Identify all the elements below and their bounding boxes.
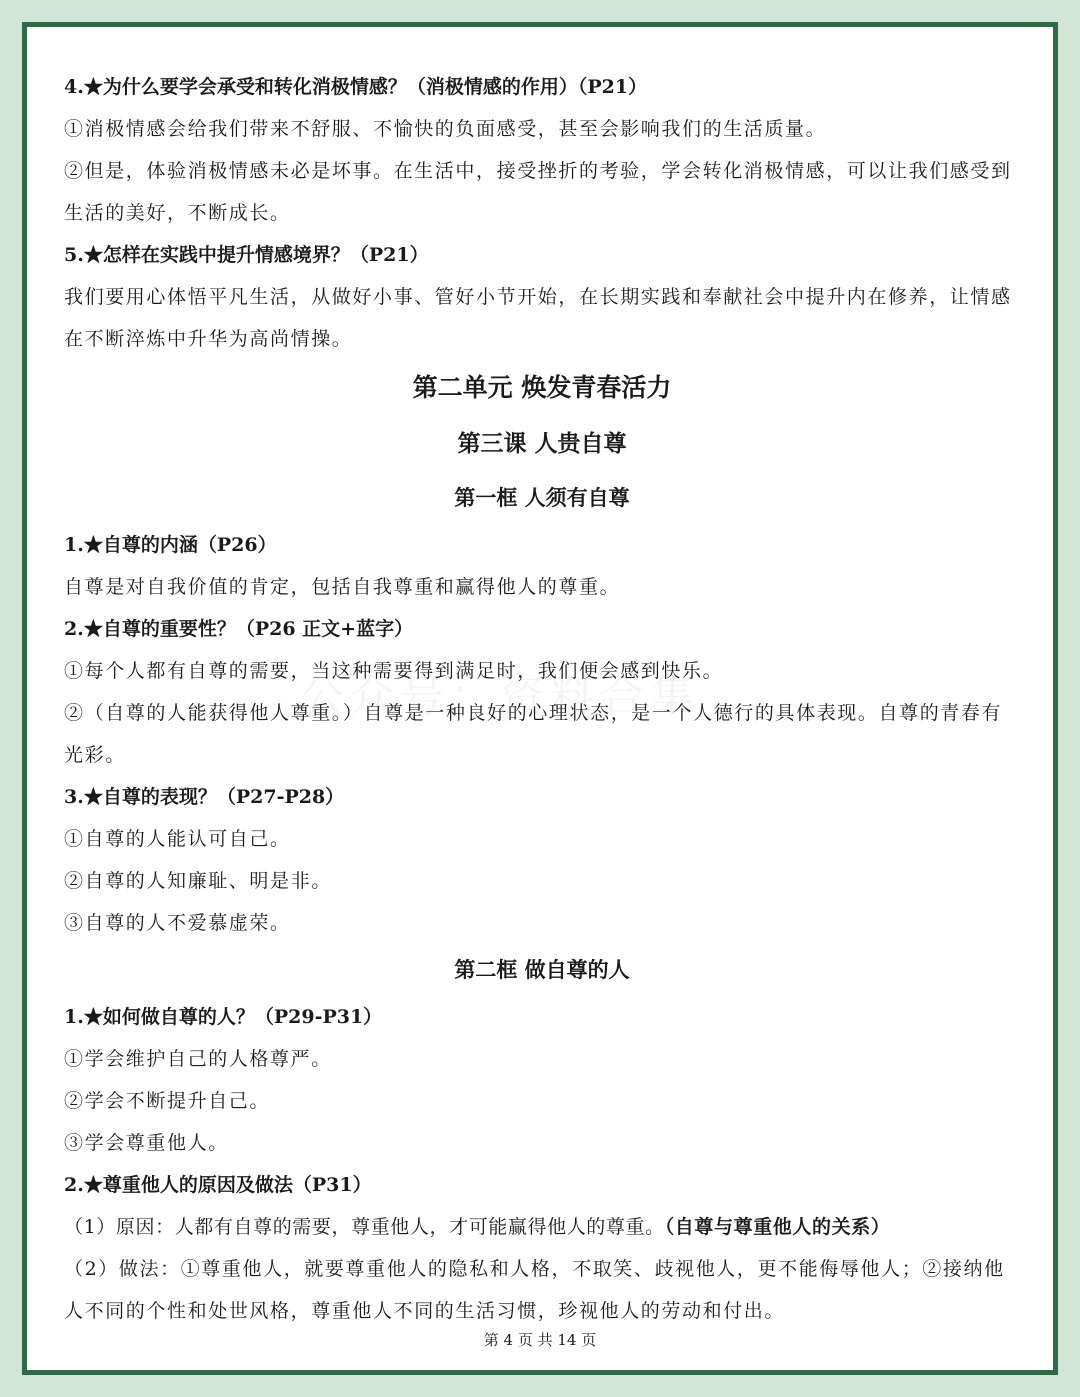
answer-line: ②学会不断提升自己。 bbox=[64, 1090, 271, 1112]
answer-line: ②但是，体验消极情感未必是坏事。在生活中，接受挫折的考验，学会转化消极情感，可以让我们感受到生活的美好，不断成长。 bbox=[64, 160, 1012, 224]
question-heading: 4.★为什么要学会承受和转化消极情感？（消极情感的作用）（P21） bbox=[64, 76, 648, 98]
question-heading: 1.★如何做自尊的人？（P29-P31） bbox=[64, 1006, 383, 1028]
answer-line: ②（自尊的人能获得他人尊重。）自尊是一种良好的心理状态，是一个人德行的具体表现。自尊的青春有光彩。 bbox=[64, 702, 1003, 766]
lesson-title: 第三课 人贵自尊 bbox=[457, 431, 627, 457]
question-heading: 3.★自尊的表现？（P27-P28） bbox=[64, 786, 345, 808]
answer-line: ③自尊的人不爱慕虚荣。 bbox=[64, 912, 291, 934]
reason-note: （自尊与尊重他人的关系） bbox=[664, 1216, 891, 1238]
page-number: 第 4 页 共 14 页 bbox=[483, 1331, 597, 1349]
question-heading: 1.★自尊的内涵（P26） bbox=[64, 534, 277, 556]
frame-title: 第一框 人须有自尊 bbox=[454, 486, 630, 510]
answer-line: ②自尊的人知廉耻、明是非。 bbox=[64, 870, 332, 892]
question-heading: 2.★自尊的重要性？（P26 正文+蓝字） bbox=[64, 618, 414, 640]
answer-line: ③学会尊重他人。 bbox=[64, 1132, 229, 1154]
answer-line: 自尊是对自我价值的肯定，包括自我尊重和赢得他人的尊重。 bbox=[64, 576, 621, 598]
frame-title: 第二框 做自尊的人 bbox=[454, 958, 630, 982]
answer-line: （2）做法：①尊重他人，就要尊重他人的隐私和人格，不取笑、歧视他人，更不能侮辱他人；②接纳他人不同的个性和处世风格，尊重他人不同的生活习惯，珍视他人的劳动和付出。 bbox=[64, 1258, 1005, 1322]
answer-line bbox=[64, 1206, 1020, 1248]
question-heading: 2.★尊重他人的原因及做法（P31） bbox=[64, 1174, 372, 1196]
answer-line: ①每个人都有自尊的需要，当这种需要得到满足时，我们便会感到快乐。 bbox=[64, 660, 724, 682]
question-heading: 5.★怎样在实践中提升情感境界？（P21） bbox=[64, 244, 429, 266]
answer-line: ①学会维护自己的人格尊严。 bbox=[64, 1048, 332, 1070]
document-content bbox=[64, 66, 1020, 1332]
unit-title: 第二单元 焕发青春活力 bbox=[412, 373, 672, 402]
answer-line: 我们要用心体悟平凡生活，从做好小事、管好小节开始，在长期实践和奉献社会中提升内在修养，让情感在不断淬炼中升华为高尚情操。 bbox=[64, 286, 1012, 350]
answer-line: ①消极情感会给我们带来不舒服、不愉快的负面感受，甚至会影响我们的生活质量。 bbox=[64, 118, 827, 140]
answer-line: ①自尊的人能认可自己。 bbox=[64, 828, 291, 850]
reason-text: （1）原因：人都有自尊的需要，尊重他人，才可能赢得他人的尊重。 bbox=[64, 1216, 665, 1238]
